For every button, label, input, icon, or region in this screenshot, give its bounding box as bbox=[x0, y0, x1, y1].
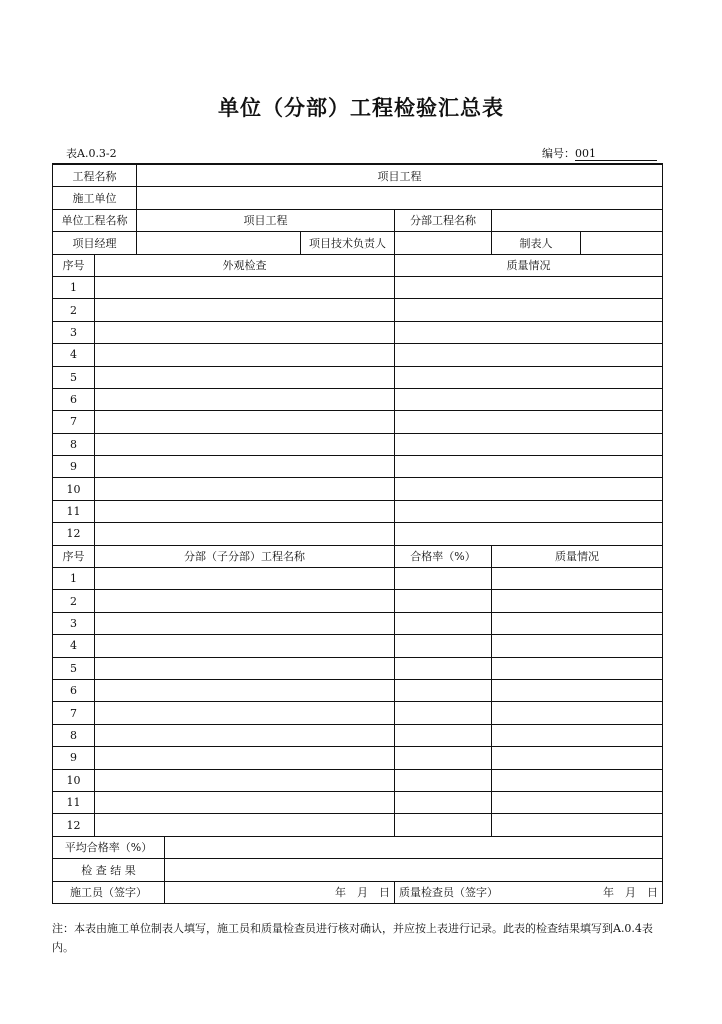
subproject-name-cell[interactable] bbox=[95, 568, 395, 590]
row-number: 2 bbox=[53, 590, 95, 612]
row-number: 10 bbox=[53, 478, 95, 500]
appearance-item-cell[interactable] bbox=[95, 433, 395, 455]
appearance-item-cell[interactable] bbox=[95, 388, 395, 410]
subproject-rate-cell[interactable] bbox=[395, 791, 492, 813]
footnote: 注：本表由施工单位制表人填写，施工员和质量检查员进行核对确认，并应按上表进行记录。此表的检查结果填写到A.0.4表内。 bbox=[52, 922, 653, 954]
subproject-name-cell[interactable] bbox=[95, 657, 395, 679]
subproject-row bbox=[53, 747, 663, 769]
inspector-label: 质量检查员（签字） bbox=[399, 886, 498, 900]
subproject-quality-cell[interactable] bbox=[492, 814, 663, 836]
subproject-row bbox=[53, 724, 663, 746]
appearance-quality-cell[interactable] bbox=[395, 299, 663, 321]
appearance-row bbox=[53, 433, 663, 455]
appearance-row bbox=[53, 321, 663, 343]
subproject-name-cell[interactable] bbox=[95, 612, 395, 634]
appearance-item-cell[interactable] bbox=[95, 500, 395, 522]
form-number bbox=[542, 145, 657, 161]
appearance-item-cell[interactable] bbox=[95, 299, 395, 321]
appearance-col-no: 序号 bbox=[53, 254, 95, 276]
row-number: 9 bbox=[53, 747, 95, 769]
row-number: 12 bbox=[53, 523, 95, 545]
subproject-col-rate: 合格率（%） bbox=[395, 545, 492, 567]
appearance-quality-cell[interactable] bbox=[395, 478, 663, 500]
subproject-rate-cell[interactable] bbox=[395, 702, 492, 724]
subproject-row bbox=[53, 679, 663, 701]
appearance-item-cell[interactable] bbox=[95, 344, 395, 366]
appearance-item-cell[interactable] bbox=[95, 321, 395, 343]
appearance-quality-cell[interactable] bbox=[395, 456, 663, 478]
subproject-rate-cell[interactable] bbox=[395, 769, 492, 791]
inspector-signature-cell[interactable] bbox=[395, 881, 663, 903]
appearance-item-cell[interactable] bbox=[95, 523, 395, 545]
sub-project-value[interactable] bbox=[492, 209, 663, 231]
subproject-quality-cell[interactable] bbox=[492, 791, 663, 813]
contractor-label: 施工单位 bbox=[53, 187, 137, 209]
subproject-rate-cell[interactable] bbox=[395, 590, 492, 612]
appearance-col-item: 外观检查 bbox=[95, 254, 395, 276]
constructor-label: 施工员（签字） bbox=[53, 881, 165, 903]
avg-rate-row bbox=[53, 836, 663, 858]
subproject-name-cell[interactable] bbox=[95, 724, 395, 746]
subproject-row bbox=[53, 612, 663, 634]
form-code: 表A.0.3-2 bbox=[66, 147, 117, 160]
subproject-col-quality: 质量情况 bbox=[492, 545, 663, 567]
appearance-row bbox=[53, 411, 663, 433]
appearance-col-quality: 质量情况 bbox=[395, 254, 663, 276]
subproject-quality-cell[interactable] bbox=[492, 702, 663, 724]
appearance-quality-cell[interactable] bbox=[395, 433, 663, 455]
subproject-rate-cell[interactable] bbox=[395, 657, 492, 679]
row-number: 8 bbox=[53, 433, 95, 455]
appearance-row bbox=[53, 299, 663, 321]
subproject-header-row bbox=[53, 545, 663, 567]
row-number: 10 bbox=[53, 769, 95, 791]
appearance-quality-cell[interactable] bbox=[395, 276, 663, 298]
subproject-row bbox=[53, 791, 663, 813]
unit-project-value[interactable]: 项目工程 bbox=[137, 209, 395, 231]
row-number: 12 bbox=[53, 814, 95, 836]
form-number-value[interactable]: 001 bbox=[575, 147, 657, 161]
manager-label: 项目经理 bbox=[53, 232, 137, 254]
subproject-quality-cell[interactable] bbox=[492, 769, 663, 791]
appearance-quality-cell[interactable] bbox=[395, 523, 663, 545]
appearance-row bbox=[53, 478, 663, 500]
preparer-value[interactable] bbox=[581, 232, 663, 254]
appearance-row bbox=[53, 523, 663, 545]
row-unit-project bbox=[53, 209, 663, 231]
row-number: 11 bbox=[53, 791, 95, 813]
appearance-row bbox=[53, 344, 663, 366]
inspection-summary-table bbox=[52, 163, 663, 904]
row-number: 8 bbox=[53, 724, 95, 746]
subproject-rate-cell[interactable] bbox=[395, 612, 492, 634]
appearance-quality-cell[interactable] bbox=[395, 366, 663, 388]
project-name-value[interactable]: 项目工程 bbox=[137, 164, 663, 187]
subproject-name-cell[interactable] bbox=[95, 590, 395, 612]
subproject-name-cell[interactable] bbox=[95, 635, 395, 657]
preparer-label: 制表人 bbox=[492, 232, 581, 254]
row-number: 4 bbox=[53, 344, 95, 366]
subproject-quality-cell[interactable] bbox=[492, 635, 663, 657]
row-project-name bbox=[53, 164, 663, 187]
row-number: 3 bbox=[53, 612, 95, 634]
row-contractor bbox=[53, 187, 663, 209]
subproject-row bbox=[53, 702, 663, 724]
subproject-quality-cell[interactable] bbox=[492, 568, 663, 590]
subproject-col-name: 分部（子分部）工程名称 bbox=[95, 545, 395, 567]
inspector-date: 年 月 日 bbox=[603, 886, 658, 900]
unit-project-label: 单位工程名称 bbox=[53, 209, 137, 231]
row-number: 4 bbox=[53, 635, 95, 657]
constructor-signature-cell[interactable] bbox=[165, 881, 395, 903]
row-number: 7 bbox=[53, 702, 95, 724]
subproject-rate-cell[interactable] bbox=[395, 747, 492, 769]
appearance-item-cell[interactable] bbox=[95, 366, 395, 388]
subproject-name-cell[interactable] bbox=[95, 769, 395, 791]
appearance-row bbox=[53, 276, 663, 298]
project-name-label: 工程名称 bbox=[53, 164, 137, 187]
appearance-row bbox=[53, 456, 663, 478]
subproject-row bbox=[53, 635, 663, 657]
subproject-row bbox=[53, 769, 663, 791]
manager-value[interactable] bbox=[137, 232, 301, 254]
subproject-row bbox=[53, 657, 663, 679]
signature-row bbox=[53, 881, 663, 903]
row-number: 6 bbox=[53, 679, 95, 701]
subproject-rate-cell[interactable] bbox=[395, 679, 492, 701]
row-number: 5 bbox=[53, 657, 95, 679]
subproject-row bbox=[53, 568, 663, 590]
appearance-quality-cell[interactable] bbox=[395, 388, 663, 410]
subproject-quality-cell[interactable] bbox=[492, 590, 663, 612]
sub-project-label: 分部工程名称 bbox=[395, 209, 492, 231]
row-number: 11 bbox=[53, 500, 95, 522]
row-number: 5 bbox=[53, 366, 95, 388]
appearance-quality-cell[interactable] bbox=[395, 500, 663, 522]
row-number: 3 bbox=[53, 321, 95, 343]
row-number: 2 bbox=[53, 299, 95, 321]
subproject-rate-cell[interactable] bbox=[395, 814, 492, 836]
appearance-item-cell[interactable] bbox=[95, 478, 395, 500]
appearance-row bbox=[53, 388, 663, 410]
subproject-quality-cell[interactable] bbox=[492, 612, 663, 634]
subproject-name-cell[interactable] bbox=[95, 702, 395, 724]
avg-rate-value[interactable] bbox=[165, 836, 663, 858]
row-number: 6 bbox=[53, 388, 95, 410]
subproject-row bbox=[53, 814, 663, 836]
subproject-quality-cell[interactable] bbox=[492, 657, 663, 679]
subproject-name-cell[interactable] bbox=[95, 747, 395, 769]
subproject-name-cell[interactable] bbox=[95, 791, 395, 813]
appearance-quality-cell[interactable] bbox=[395, 321, 663, 343]
result-value[interactable] bbox=[165, 859, 663, 881]
result-label: 检 查 结 果 bbox=[53, 859, 165, 881]
row-number: 1 bbox=[53, 276, 95, 298]
page-title: 单位（分部）工程检验汇总表 bbox=[218, 96, 504, 120]
subproject-rate-cell[interactable] bbox=[395, 724, 492, 746]
subproject-rate-cell[interactable] bbox=[395, 635, 492, 657]
subproject-quality-cell[interactable] bbox=[492, 747, 663, 769]
appearance-item-cell[interactable] bbox=[95, 411, 395, 433]
tech-lead-label: 项目技术负责人 bbox=[301, 232, 395, 254]
subproject-name-cell[interactable] bbox=[95, 814, 395, 836]
row-number: 1 bbox=[53, 568, 95, 590]
form-number-label: 编号： bbox=[542, 147, 575, 160]
appearance-row bbox=[53, 366, 663, 388]
subproject-quality-cell[interactable] bbox=[492, 724, 663, 746]
appearance-row bbox=[53, 500, 663, 522]
subproject-name-cell[interactable] bbox=[95, 679, 395, 701]
subproject-quality-cell[interactable] bbox=[492, 679, 663, 701]
row-manager bbox=[53, 232, 663, 254]
avg-rate-label: 平均合格率（%） bbox=[53, 836, 165, 858]
appearance-item-cell[interactable] bbox=[95, 276, 395, 298]
subproject-col-no: 序号 bbox=[53, 545, 95, 567]
appearance-item-cell[interactable] bbox=[95, 456, 395, 478]
contractor-value[interactable] bbox=[137, 187, 663, 209]
appearance-quality-cell[interactable] bbox=[395, 344, 663, 366]
row-number: 9 bbox=[53, 456, 95, 478]
constructor-date: 年 月 日 bbox=[335, 886, 390, 900]
appearance-quality-cell[interactable] bbox=[395, 411, 663, 433]
tech-lead-value[interactable] bbox=[395, 232, 492, 254]
appearance-header-row bbox=[53, 254, 663, 276]
subproject-rate-cell[interactable] bbox=[395, 568, 492, 590]
row-number: 7 bbox=[53, 411, 95, 433]
subproject-row bbox=[53, 590, 663, 612]
result-row bbox=[53, 859, 663, 881]
